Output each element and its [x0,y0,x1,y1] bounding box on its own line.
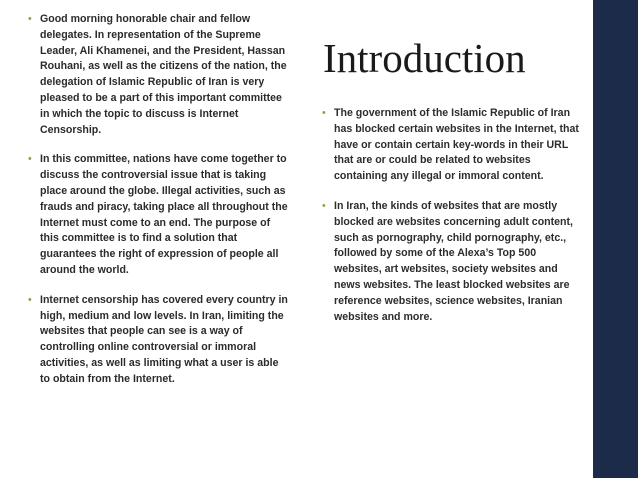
right-column [322,106,584,339]
bullet-item [322,106,584,185]
left-column [28,12,290,402]
bullet-item [28,152,290,278]
bullet-marker: • [28,153,32,166]
bullet-text: In this committee, nations have come together to discuss the controversial issue that is taking place around the globe. Illegal activities, such as frauds and piracy, taking place all throughout the Internet must come to an end. The purpose of this committee is to find a solution that guarantees the right of expression of people all around the world. [40,153,288,276]
bullet-text: Good morning honorable chair and fellow delegates. In representation of the Supreme Leader, Ali Khamenei, and the President, Hassan Rouhani, as well as the citizens of the nation, the delegation of Islamic Republic of Iran is very pleased to be a part of this important committee in which the topic to discuss is Internet Censorship. [40,13,287,136]
bullet-text: In Iran, the kinds of websites that are mostly blocked are websites concerning adult content, such as pornography, child pornography, etc., followed by some of the Alexa’s Top 500 websites, art websites, society websites and news websites. The least blocked websites are reference websites, science websites, Iranian websites and more. [334,199,574,323]
bullet-marker: • [28,13,32,25]
bullet-marker: • [322,107,326,119]
decorative-side-bar [593,0,638,478]
bullet-text: Internet censorship has covered every country in high, medium and low levels. In Iran, limiting the websites that people can see is a way of controlling online controversial or immoral activities, as well as limiting what a user is able to obtain from the Internet. [40,293,288,385]
left-bullet-list [28,12,290,388]
bullet-text: The government of the Islamic Republic of Iran has blocked certain websites in the Internet, that have or contain certain key-words in their URL that are or could be related to websites containing any illegal or immoral content. [334,107,579,183]
slide-title: Introduction [323,35,526,81]
bullet-marker: • [322,199,326,212]
bullet-item [28,293,290,388]
right-bullet-list [322,106,584,325]
bullet-item [28,12,290,138]
bullet-marker: • [28,293,32,306]
bullet-item [322,199,584,325]
